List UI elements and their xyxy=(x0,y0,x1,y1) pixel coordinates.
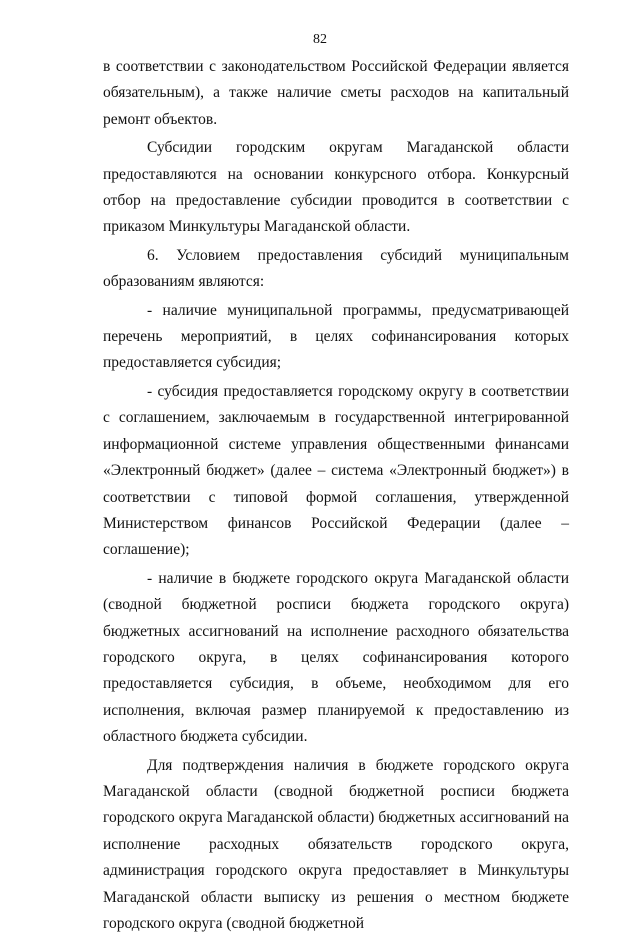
page-number: 82 xyxy=(313,32,327,47)
paragraph-continuation: в соответствии с законодательством Российской Федерации является обязательным), а также наличие сметы расходов на капитальный ремонт объектов. xyxy=(103,58,569,128)
document-body xyxy=(103,54,569,937)
list-item-agreement: - субсидия предоставляется городскому округу в соответствии с соглашением, заключаемым в государственной интегрированной информационной системе управления общественными финансами «Электронный бюджет» (далее – система «Электронный бюджет») в соответствии с типовой формой соглашения, утвержденной Министерством финансов Российской Федерации (далее – соглашение); xyxy=(103,382,569,559)
list-item-municipal-program: - наличие муниципальной программы, предусматривающей перечень мероприятий, в целях софинансирования которых предоставляется субсидия; xyxy=(103,301,569,372)
paragraph-conditions-heading: 6. Условием предоставления субсидий муниципальным образованиям являются: xyxy=(103,246,569,291)
paragraph-subsidies-selection: Субсидии городским округам Магаданской области предоставляются на основании конкурсного отбора. Конкурсный отбор на предоставление субсидии проводится в соответствии с приказом Минкультуры Магаданской области. xyxy=(103,139,569,236)
paragraph-confirmation: Для подтверждения наличия в бюджете городского округа Магаданской области (сводной бюджетной росписи бюджета городского округа Магаданской области) бюджетных ассигнований на исполнение расходных обязательств городского округа, администрация городского округа предоставляет в Минкультуры Магаданской области выписку из решения о местном бюджете городского округа (сводной бюджетной xyxy=(103,756,569,932)
list-item-budget-allocations: - наличие в бюджете городского округа Магаданской области (сводной бюджетной росписи бюджета городского округа) бюджетных ассигнований на исполнение расходного обязательства городского округа, в целях софинансирования которого предоставляется субсидия, в объеме, необходимом для его исполнения, включая размер планируемой к предоставлению из областного бюджета субсидии. xyxy=(103,569,569,746)
